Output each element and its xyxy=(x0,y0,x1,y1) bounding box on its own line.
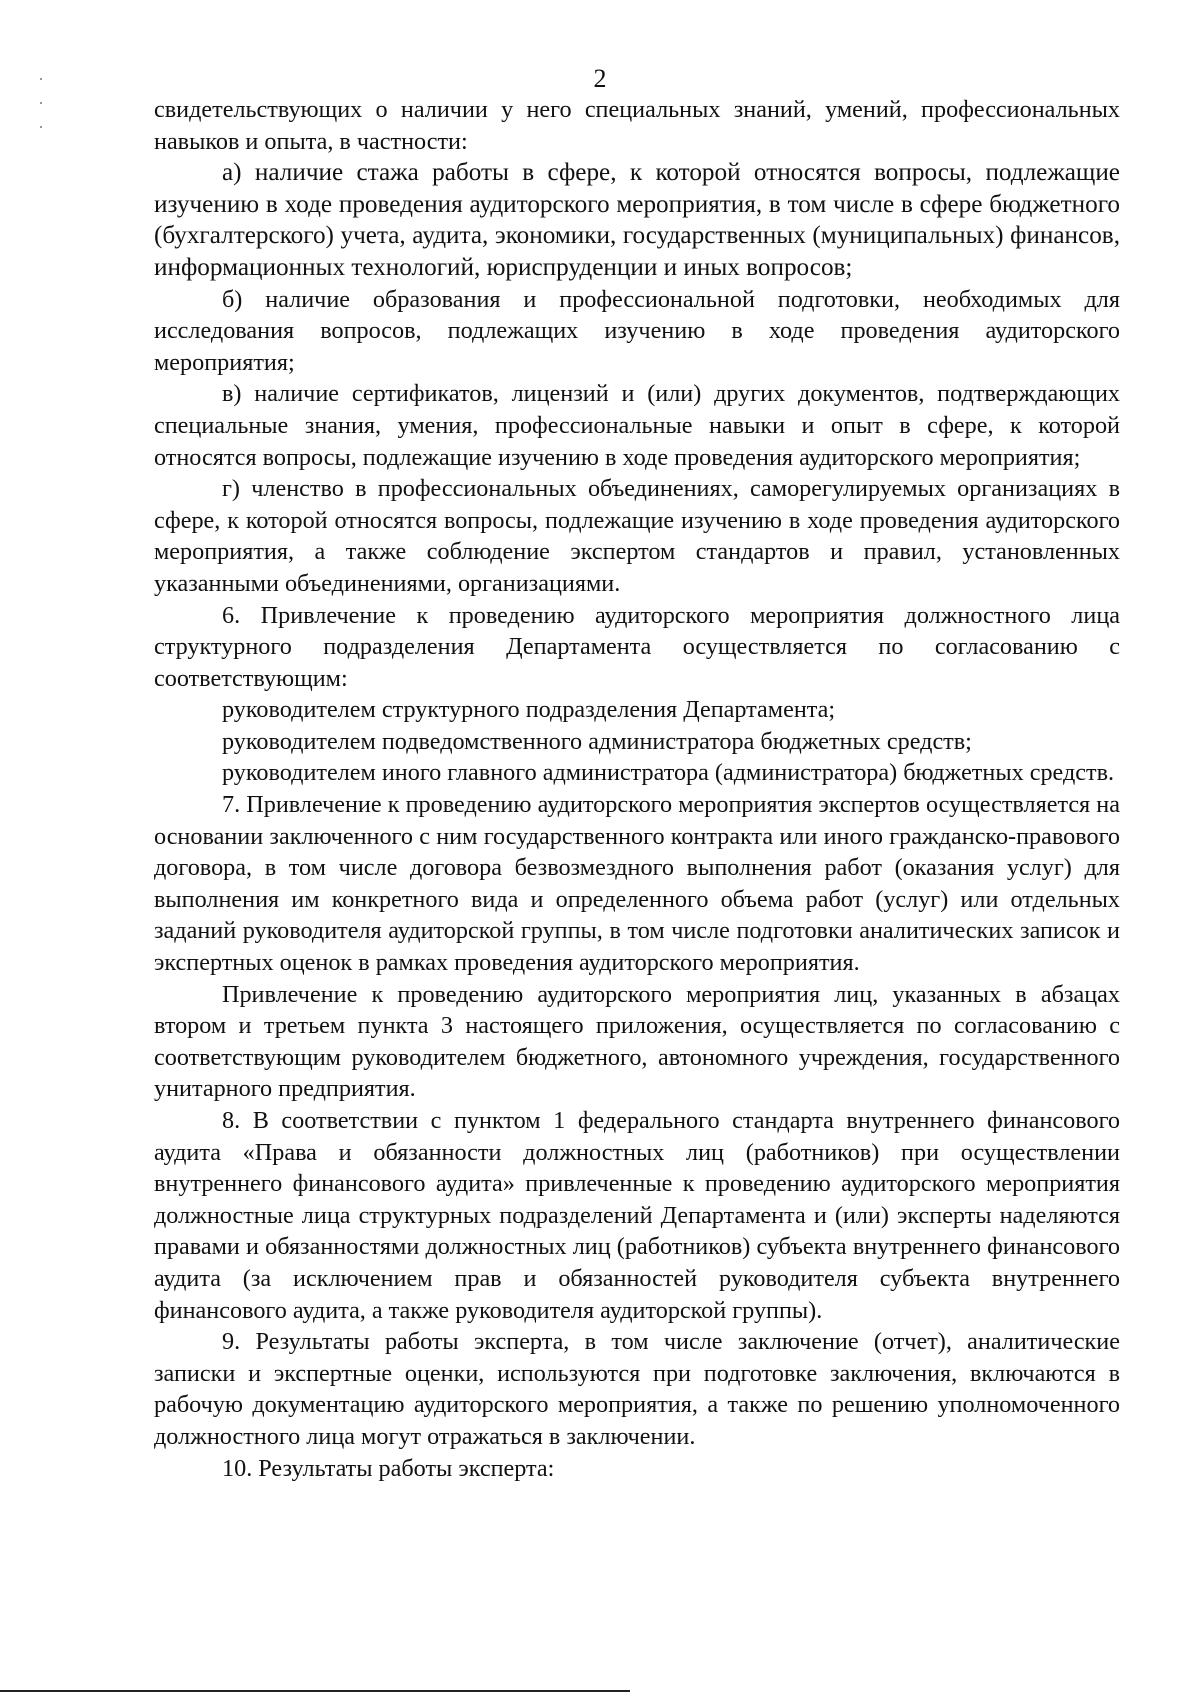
paragraph: а) наличие стажа работы в сфере, к которой относятся вопросы, подлежащие изучению в ходе проведения аудиторского мероприятия, в том числе в сфере бюджетного (бухгалтерского) учета, аудита, экономики, государственных (муниципальных) финансов, информационных технологий, юриспруденции и иных вопросов; xyxy=(154,159,1120,281)
paragraph: руководителем подведомственного администратора бюджетных средств; xyxy=(222,727,972,755)
paragraph: руководителем структурного подразделения Департамента; xyxy=(222,696,836,724)
paragraph: 7. Привлечение к проведению аудиторского мероприятия экспертов осуществляется на основании заключенного с ним государственного контракта или иного гражданско-правового договора, в том числе договора безвозмездного выполнения работ (оказания услуг) для выполнения им конкретного вида и определенного объема работ (услуг) или отдельных заданий руководителя аудиторской группы, в том числе подготовки аналитических записок и экспертных оценок в рамках проведения аудиторского мероприятия. xyxy=(154,791,1120,977)
paragraph: свидетельствующих о наличии у него специальных знаний, умений, профессиональных навыков и опыта, в частности: xyxy=(154,96,1120,155)
paragraph: в) наличие сертификатов, лицензий и (или) других документов, подтверждающих специальные знания, умения, профессиональные навыки и опыт в сфере, к которой относятся вопросы, подлежащие изучению в ходе проведения аудиторского мероприятия; xyxy=(154,380,1120,471)
scan-edge-line xyxy=(0,1690,630,1692)
paragraph: 8. В соответствии с пунктом 1 федерального стандарта внутреннего финансового аудита «Права и обязанности должностных лиц (работников) при осуществлении внутреннего финансового аудита» привлеченные к проведению аудиторского мероприятия должностные лица структурных подразделений Департамента и (или) эксперты наделяются правами и обязанностями должностных лиц (работников) субъекта внутреннего финансового аудита (за исключением прав и обязанностей руководителя субъекта внутреннего финансового аудита, а также руководителя аудиторской группы). xyxy=(154,1107,1120,1324)
paragraph: г) членство в профессиональных объединениях, саморегулируемых организациях в сфере, к которой относятся вопросы, подлежащие изучению в ходе проведения аудиторского мероприятия, а также соблюдение экспертом стандартов и правил, установленных указанными объединениями, организациями. xyxy=(154,475,1120,597)
scan-dot xyxy=(40,102,42,104)
paragraph: 9. Результаты работы эксперта, в том числе заключение (отчет), аналитические записки и экспертные оценки, используются при подготовке заключения, включаются в рабочую документацию аудиторского мероприятия, а также по решению уполномоченного должностного лица могут отражаться в заключении. xyxy=(154,1328,1120,1450)
paragraph: 6. Привлечение к проведению аудиторского мероприятия должностного лица структурного подразделения Департамента осуществляется по согласованию с соответствующим: xyxy=(154,601,1120,692)
paragraph: 10. Результаты работы эксперта: xyxy=(222,1454,555,1482)
paragraph: Привлечение к проведению аудиторского мероприятия лиц, указанных в абзацах втором и третьем пункта 3 настоящего приложения, осуществляется по согласованию с соответствующим руководителем бюджетного, автономного учреждения, государственного унитарного предприятия. xyxy=(154,980,1120,1103)
document-body xyxy=(154,94,1120,1484)
paragraph: руководителем иного главного администратора (администратора) бюджетных средств. xyxy=(222,759,1115,787)
scan-dot xyxy=(40,126,42,128)
page-number: 2 xyxy=(593,64,607,93)
paragraph: б) наличие образования и профессиональной подготовки, необходимых для исследования вопросов, подлежащих изучению в ходе проведения аудиторского мероприятия; xyxy=(154,285,1120,376)
